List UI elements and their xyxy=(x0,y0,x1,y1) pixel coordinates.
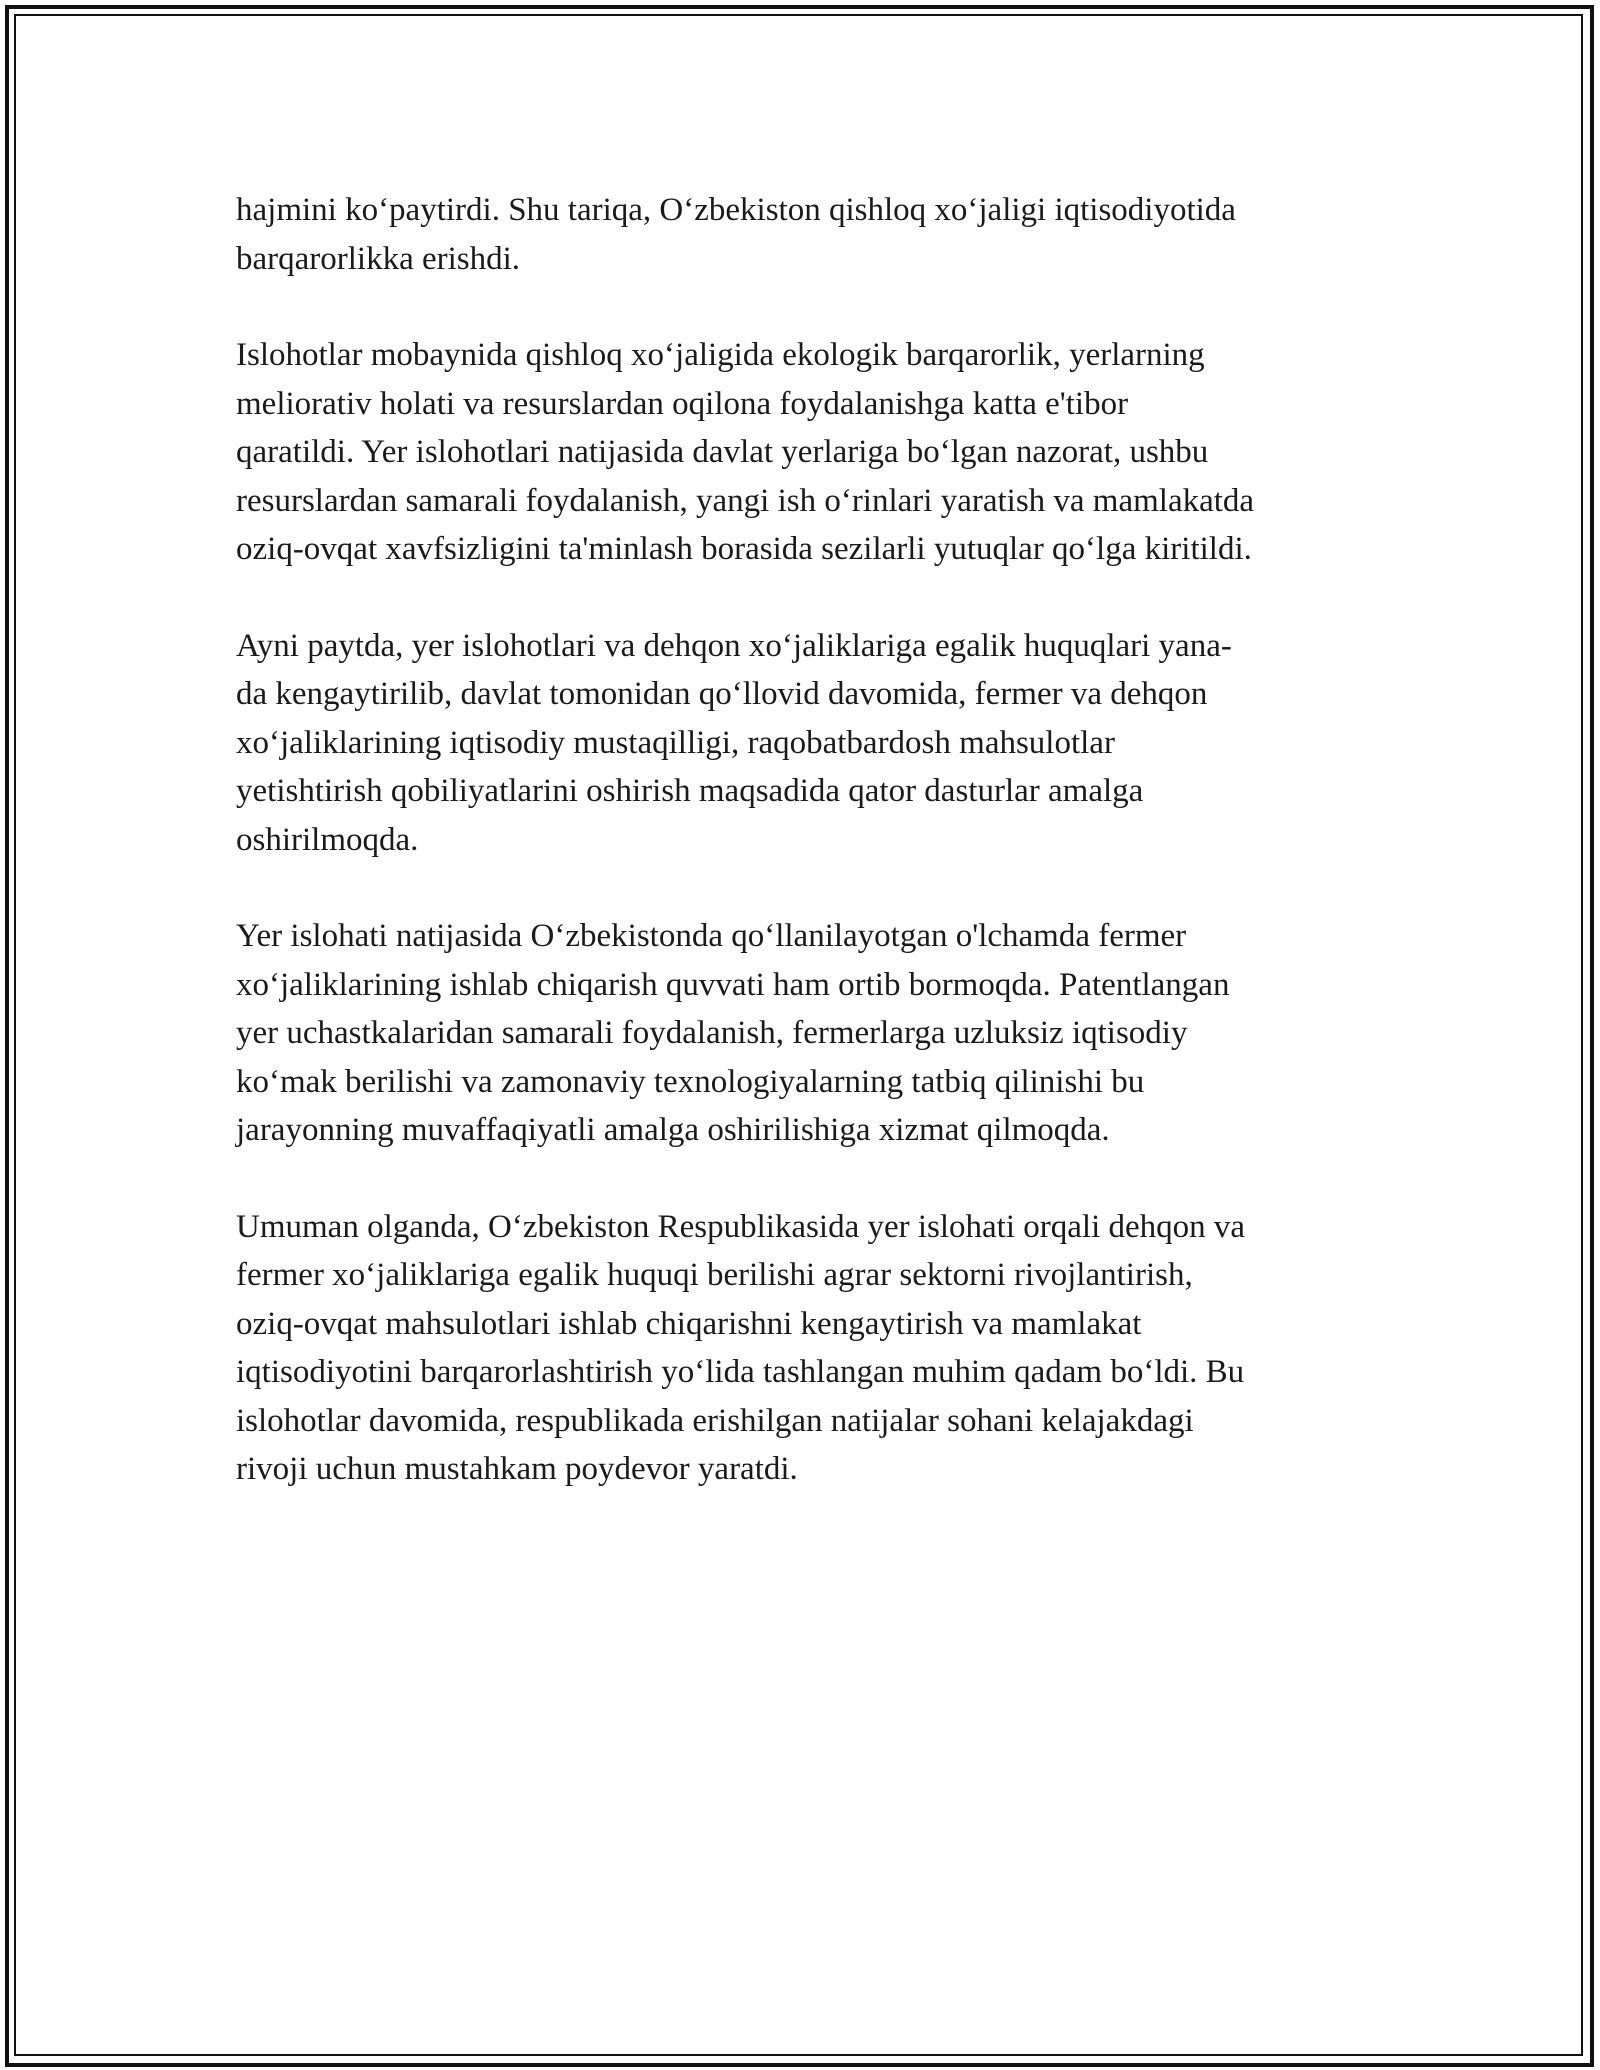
text-line: jarayonning muvaffaqiyatli amalga oshirilishiga xizmat qilmoqda. xyxy=(236,1112,1110,1148)
text-line: yer uchastkalaridan samarali foydalanish, fermerlarga uzluksiz iqtisodiy xyxy=(236,1015,1188,1051)
text-line: Islohotlar mobaynida qishloq xo‘jaligida ekologik barqarorlik, yerlarning xyxy=(236,337,1205,373)
text-line: da kengaytirilib, davlat tomonidan qo‘llovid davomida, fermer va dehqon xyxy=(236,676,1208,712)
text-line: Umuman olganda, O‘zbekiston Respublikasida yer islohati orqali dehqon va xyxy=(236,1208,1246,1245)
text-line: Ayni paytda, yer islohotlari va dehqon xo‘jaliklariga egalik huquqlari yana- xyxy=(236,627,1232,664)
document-body xyxy=(236,186,1376,1542)
text-line: ko‘mak berilishi va zamonaviy texnologiyalarning tatbiq qilinishi bu xyxy=(236,1063,1145,1100)
text-line: xo‘jaliklarining ishlab chiqarish quvvati ham ortib bormoqda. Patentlangan xyxy=(236,966,1230,1003)
text-line: barqarorlikka erishdi. xyxy=(236,240,521,277)
text-line: fermer xo‘jaliklariga egalik huquqi berilishi agrar sektorni rivojlantirish, xyxy=(236,1257,1193,1293)
text-line: yetishtirish qobiliyatlarini oshirish maqsadida qator dasturlar amalga xyxy=(236,773,1144,809)
paragraph-5 xyxy=(236,1203,1376,1494)
paragraph-3 xyxy=(236,622,1376,865)
text-line: xo‘jaliklarining iqtisodiy mustaqilligi, raqobatbardosh mahsulotlar xyxy=(236,724,1115,761)
text-line: iqtisodiyotini barqarorlashtirish yo‘lida tashlangan muhim qadam bo‘ldi. Bu xyxy=(236,1354,1245,1390)
paragraph-4 xyxy=(236,912,1376,1155)
text-line: islohotlar davomida, respublikada erishilgan natijalar sohani kelajakdagi xyxy=(236,1402,1194,1439)
text-line: resurslardan samarali foydalanish, yangi ish o‘rinlari yaratish va mamlakatda xyxy=(236,482,1255,519)
text-line: hajmini ko‘paytirdi. Shu tariqa, O‘zbekiston qishloq xo‘jaligi iqtisodiyotida xyxy=(236,192,1236,228)
text-line: oshirilmoqda. xyxy=(236,821,419,858)
text-line: qaratildi. Yer islohotlari natijasida davlat yerlariga bo‘lgan nazorat, ushbu xyxy=(236,434,1209,470)
text-line: rivoji uchun mustahkam poydevor yaratdi. xyxy=(236,1451,798,1487)
text-line: oziq-ovqat xavfsizligini ta'minlash borasida sezilarli yutuqlar qo‘lga kiritildi. xyxy=(236,531,1252,567)
text-line: meliorativ holati va resurslardan oqilona foydalanishga katta e'tibor xyxy=(236,385,1129,422)
text-line: oziq-ovqat mahsulotlari ishlab chiqarishni kengaytirish va mamlakat xyxy=(236,1305,1142,1342)
paragraph-2 xyxy=(236,331,1376,574)
paragraph-1 xyxy=(236,186,1376,283)
text-line: Yer islohati natijasida O‘zbekistonda qo‘llanilayotgan o'lchamda fermer xyxy=(236,918,1187,954)
